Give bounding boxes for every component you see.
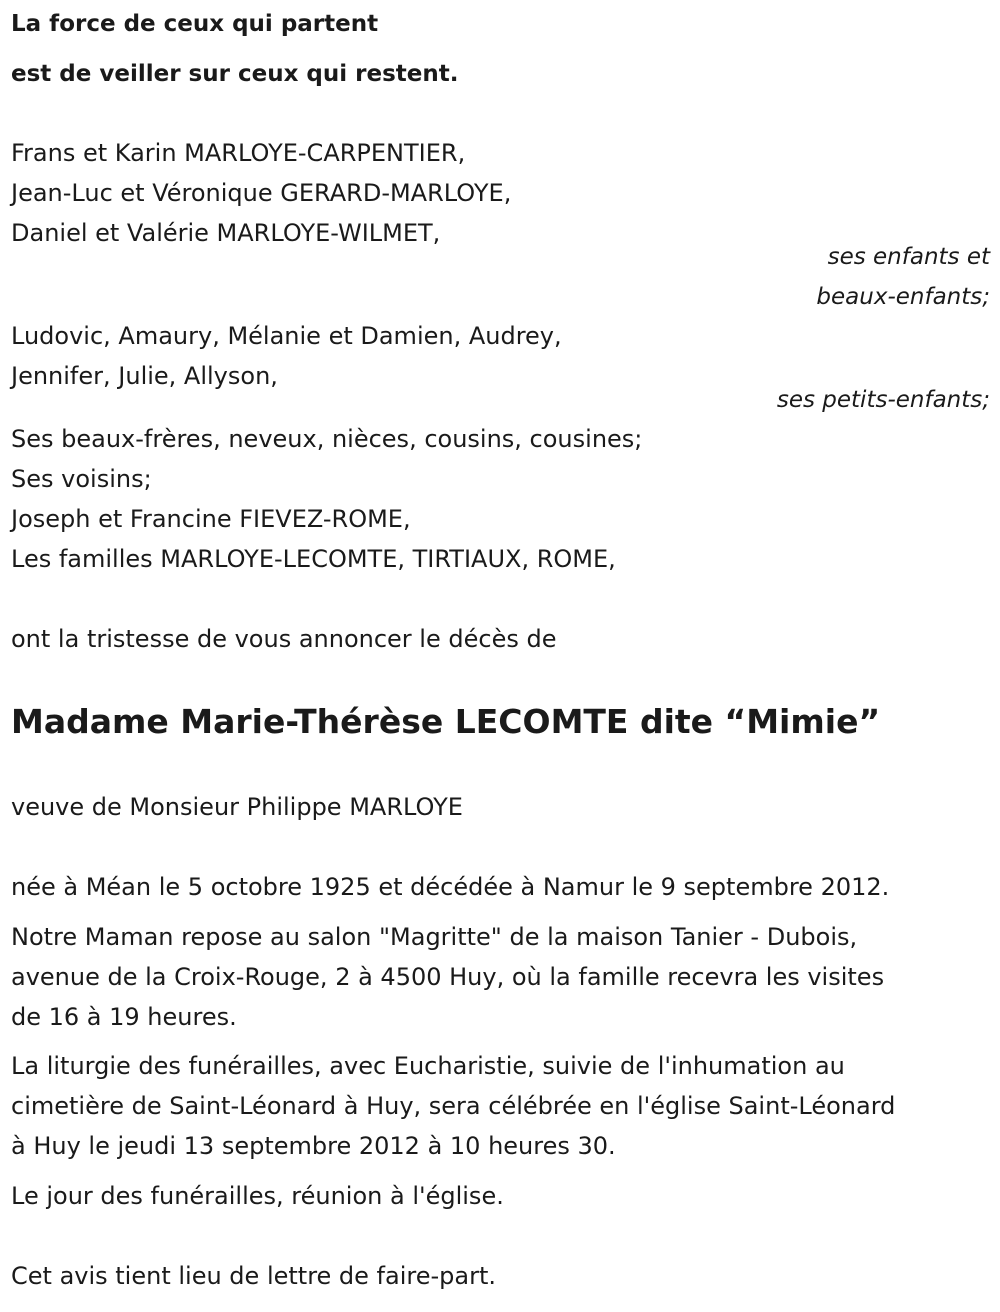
birth-death: née à Méan le 5 octobre 1925 et décédée à Namur le 9 septembre 2012. (11, 873, 890, 901)
child-couple-2: Jean-Luc et Véronique GERARD-MARLOYE, (11, 179, 512, 207)
child-couple-1: Frans et Karin MARLOYE-CARPENTIER, (11, 139, 466, 167)
announcement: ont la tristesse de vous annoncer le décès de (11, 625, 557, 653)
children-relation-1: ses enfants et (827, 244, 990, 270)
relatives-line-3: Joseph et Francine FIEVEZ-ROME, (11, 505, 411, 533)
grandchildren-line-2: Jennifer, Julie, Allyson, (11, 362, 278, 390)
liturgy-line-1: La liturgie des funérailles, avec Eucharistie, suivie de l'inhumation au (11, 1052, 845, 1080)
viewing-line-3: de 16 à 19 heures. (11, 1003, 237, 1031)
meeting-note: Le jour des funérailles, réunion à l'église. (11, 1182, 504, 1210)
relatives-line-2: Ses voisins; (11, 465, 152, 493)
widow-of: veuve de Monsieur Philippe MARLOYE (11, 793, 463, 821)
children-relation-2: beaux-enfants; (816, 284, 990, 310)
child-couple-3: Daniel et Valérie MARLOYE-WILMET, (11, 219, 441, 247)
liturgy-line-2: cimetière de Saint-Léonard à Huy, sera célébrée en l'église Saint-Léonard (11, 1092, 896, 1120)
motto-line-2: est de veiller sur ceux qui restent. (11, 61, 459, 87)
grandchildren-relation: ses petits-enfants; (776, 387, 990, 413)
relatives-line-1: Ses beaux-frères, neveux, nièces, cousins, cousines; (11, 425, 643, 453)
liturgy-line-3: à Huy le jeudi 13 septembre 2012 à 10 heures 30. (11, 1132, 616, 1160)
grandchildren-line-1: Ludovic, Amaury, Mélanie et Damien, Audrey, (11, 322, 562, 350)
deceased-name: Madame Marie-Thérèse LECOMTE dite “Mimie” (11, 702, 881, 741)
closing-note: Cet avis tient lieu de lettre de faire-part. (11, 1262, 496, 1290)
relatives-line-4: Les familles MARLOYE-LECOMTE, TIRTIAUX, ROME, (11, 545, 616, 573)
motto-line-1: La force de ceux qui partent (11, 11, 379, 37)
viewing-line-1: Notre Maman repose au salon "Magritte" de la maison Tanier - Dubois, (11, 923, 858, 951)
viewing-line-2: avenue de la Croix-Rouge, 2 à 4500 Huy, où la famille recevra les visites (11, 963, 885, 991)
